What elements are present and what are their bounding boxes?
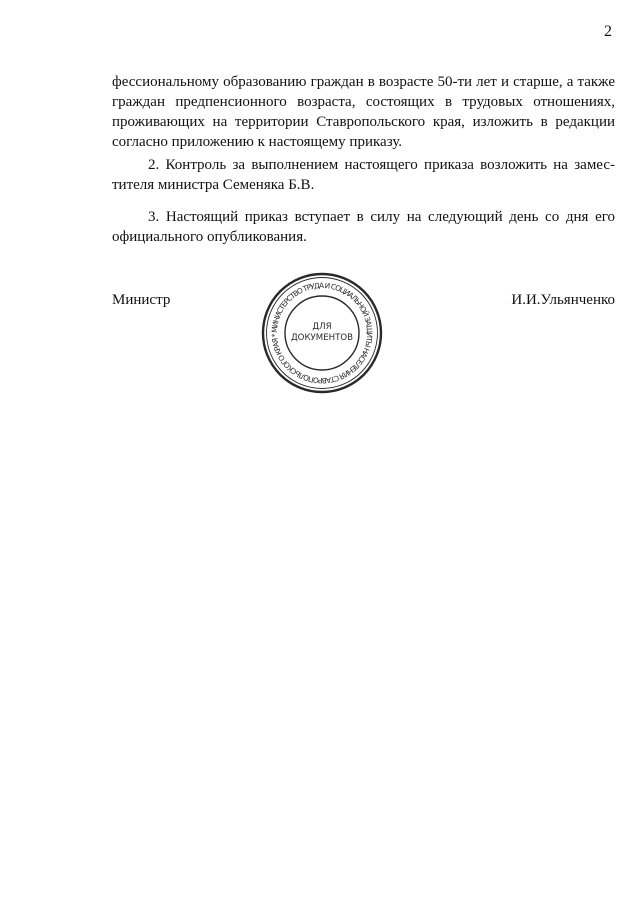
signatory-title: Министр <box>112 292 171 308</box>
paragraph-2 <box>112 155 615 195</box>
paragraph-1-line-4: согласно приложению к настоящему приказу. <box>112 134 403 150</box>
paragraph-3-line-1: 3. Настоящий приказ вступает в силу на следующий день со дня его <box>148 209 615 225</box>
seal-ring-text: МИНИСТЕРСТВО ТРУДА И СОЦИАЛЬНОЙ ЗАЩИТЫ НАСЕЛЕНИЯ СТАВРОПОЛЬСКОГО КРАЯ * <box>269 280 375 386</box>
seal-icon <box>260 271 384 395</box>
official-seal-stamp <box>260 271 384 395</box>
paragraph-3-line-2: официального опубликования. <box>112 229 307 245</box>
seal-center-line-1: ДЛЯ <box>312 322 332 332</box>
paragraph-3 <box>112 207 615 247</box>
page-number: 2 <box>604 23 612 40</box>
paragraph-1-line-3: проживающих на территории Ставропольского края, изложить в редакции <box>112 114 615 130</box>
paragraph-2-line-2: тителя министра Семеняка Б.В. <box>112 177 315 193</box>
signatory-name: И.И.Ульянченко <box>511 292 615 308</box>
paragraph-1-line-2: граждан предпенсионного возраста, состоящих в трудовых отношениях, <box>112 94 615 110</box>
seal-center-line-2: ДОКУМЕНТОВ <box>290 333 354 343</box>
paragraph-1 <box>112 72 615 152</box>
paragraph-2-line-1: 2. Контроль за выполнением настоящего приказа возложить на замес- <box>148 157 615 173</box>
paragraph-1-line-1: фессиональному образованию граждан в возрасте 50-ти лет и старше, а также <box>112 74 615 90</box>
